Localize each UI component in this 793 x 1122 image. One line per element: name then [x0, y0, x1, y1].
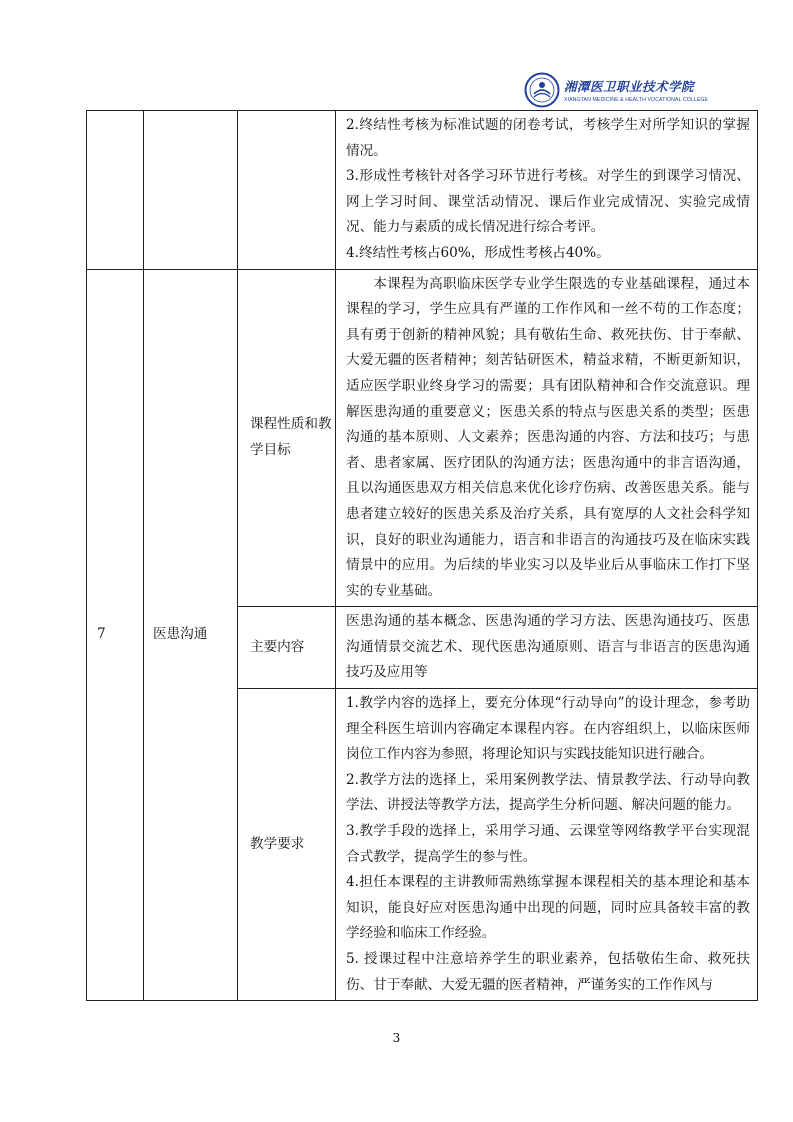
list-item: 5. 授课过程中注意培养学生的职业素养，包括敬佑生命、救死扶伤、甘于奉献、大爱无疆的医者精神，严谨务实的工作作风与 — [346, 951, 750, 993]
list-item: 2.终结性考核为标准试题的闭卷考试，考核学生对所学知识的掌握情况。 — [346, 117, 750, 159]
list-item: 4.终结性考核占60%，形成性考核占40%。 — [346, 244, 610, 261]
paragraph: 医患沟通的基本概念、医患沟通的学习方法、医患沟通技巧、医患沟通情景交流艺术、现代医患沟通原则、语言与非语言的医患沟通技巧及应用等 — [346, 613, 750, 681]
section-label: 主要内容 — [238, 607, 336, 689]
school-name-en: XIANGTAN MEDICINE & HEALTH VOCATIONAL COLLEGE — [564, 97, 709, 103]
school-name-cn: 湘潭医卫职业技术学院 — [564, 79, 695, 94]
course-table — [86, 110, 758, 1001]
course-number: 7 — [87, 269, 144, 1001]
section-label: 教学要求 — [238, 689, 336, 1001]
course-name: 医患沟通 — [144, 269, 238, 1001]
list-item: 3.形成性考核针对各学习环节进行考核。对学生的到课学习情况、网上学习时间、课堂活动情况、课后作业完成情况、实验完成情况、能力与素质的成长情况进行综合考评。 — [346, 168, 750, 236]
empty-cell — [87, 111, 144, 270]
paragraph: 本课程为高职临床医学专业学生限选的专业基础课程，通过本课程的学习，学生应具有严谨的工作作风和一丝不苟的工作态度；具有勇于创新的精神风貌；具有敬佑生命、救死扶伤、甘于奉献、大爱无疆的医者精神；刻苦钻研医术，精益求精，不断更新知识，适应医学职业终身学习的需要；具有团队精神和合作交流意识。理解医患沟通的重要意义；医患关系的特点与医患关系的类型；医患沟通的基本原则、人文素养；医患沟通的内容、方法和技巧；与患者、患者家属、医疗团队的沟通方法；医患沟通中的非言语沟通，且以沟通医患双方相关信息来优化诊疗伤病、改善医患关系。能与患者建立较好的医患关系及治疗关系，具有宽厚的人文社会科学知识，良好的职业沟通能力，语言和非语言的沟通技巧及在临床实践情景中的应用。为后续的毕业实习以及毕业后从事临床工作打下坚实的专业基础。 — [346, 275, 750, 599]
list-item: 3.教学手段的选择上，采用学习通、云课堂等网络教学平台实现混合式教学，提高学生的参与性。 — [346, 823, 750, 865]
section-content — [336, 607, 758, 689]
table-row — [87, 111, 758, 270]
assessment-cell — [336, 111, 758, 270]
school-logo — [524, 68, 709, 112]
section-content — [336, 269, 758, 607]
empty-cell — [144, 111, 238, 270]
table-row — [87, 269, 758, 607]
section-label: 课程性质和教学目标 — [238, 269, 336, 607]
page-number: 3 — [392, 1031, 401, 1045]
section-content — [336, 689, 758, 1001]
list-item: 1.教学内容的选择上，要充分体现“行动导向”的设计理念，参考助理全科医生培训内容确定本课程内容。在内容组织上，以临床医师岗位工作内容为参照，将理论知识与实践技能知识进行融合。 — [346, 695, 750, 763]
list-item: 2.教学方法的选择上，采用案例教学法、情景教学法、行动导向教学法、讲授法等教学方法，提高学生分析问题、解决问题的能力。 — [346, 771, 750, 814]
empty-cell — [238, 111, 336, 270]
school-emblem-icon — [524, 72, 560, 108]
list-item: 4.担任本课程的主讲教师需熟练掌握本课程相关的基本理论和基本知识，能良好应对医患沟通中出现的问题，同时应具备较丰富的教学经验和临床工作经验。 — [346, 874, 750, 942]
